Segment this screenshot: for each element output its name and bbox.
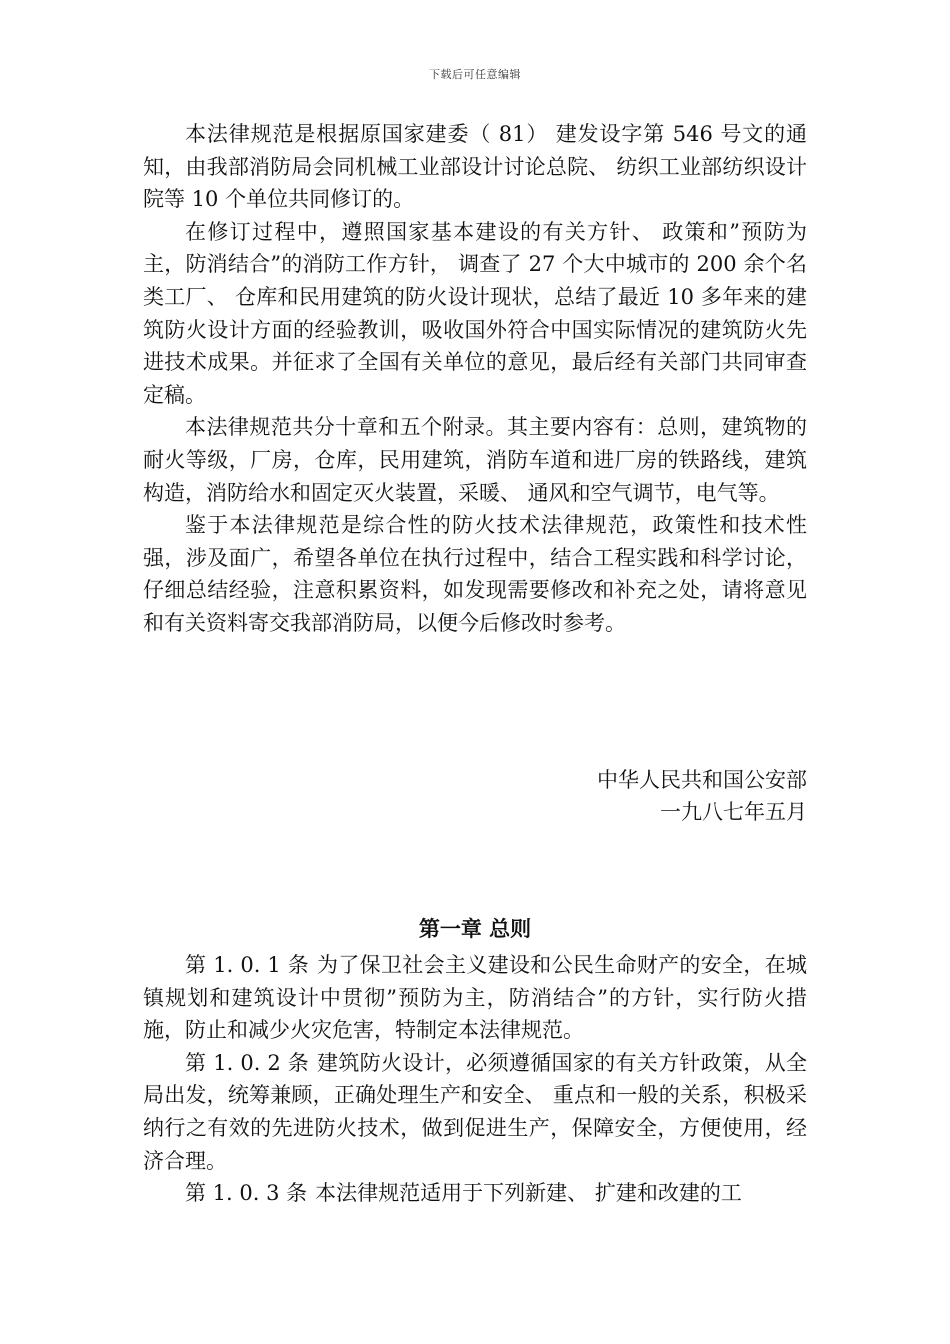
article-text: 建筑防火设计，必须遵循国家的有关方针政策，从全局出发，统筹兼顾，正确处理生产和安全、 重点和一般的关系，积极采纳行之有效的先进防火技术，做到促进生产，保障安全，方便使用，经济合理。 [143, 1050, 808, 1173]
article-number: 第 1. 0. 2 条 [185, 1050, 310, 1075]
article-text: 本法律规范适用于下列新建、 扩建和改建的工 [315, 1181, 742, 1206]
signature-organization: 中华人民共和国公安部 [597, 768, 807, 792]
preface-paragraph: 本法律规范共分十章和五个附录。其主要内容有：总则，建筑物的耐火等级，厂房，仓库，民用建筑，消防车道和进厂房的铁路线，建筑构造，消防给水和固定灭火装置，采暖、 通风和空气调节，电气等。 [143, 415, 807, 505]
articles-section [143, 949, 807, 1210]
article-text: 为了保卫社会主义建设和公民生命财产的安全，在城镇规划和建筑设计中贯彻”预防为主，防消结合”的方针，实行防火措施，防止和减少火灾危害，特制定本法律规范。 [143, 953, 808, 1043]
preface-paragraph: 本法律规范是根据原国家建委（ 81） 建发设字第 546 号文的通知，由我部消防局会同机械工业部设计讨论总院、 纺织工业部纺织设计院等 10 个单位共同修订的。 [143, 122, 807, 212]
preface-section [143, 118, 807, 640]
page-header-note: 下载后可任意编辑 [429, 68, 521, 81]
article-number: 第 1. 0. 1 条 [185, 953, 310, 977]
preface-paragraph: 鉴于本法律规范是综合性的防火技术法律规范，政策性和技术性强，涉及面广，希望各单位在执行过程中，结合工程实践和科学讨论，仔细总结经验，注意积累资料，如发现需要修改和补充之处，请将意见和有关资料寄交我部消防局，以便今后修改时参考。 [143, 513, 807, 635]
article-paragraph [143, 1047, 807, 1177]
article-paragraph [143, 949, 807, 1047]
signature-date: 一九八七年五月 [660, 800, 807, 824]
article-number: 第 1. 0. 3 条 [185, 1181, 308, 1206]
preface-paragraph: 在修订过程中，遵照国家基本建设的有关方针、 政策和”预防为主，防消结合”的消防工作方针， 调查了 27 个大中城市的 200 余个名类工厂、 仓库和民用建筑的防火设计现状，总结了最近 10 多年来的建筑防火设计方面的经验教训，吸收国外符合中国实际情况的建筑防火先进技术成果。并征求了全国有关单位的意见，最后经有关部门共同审查定稿。 [143, 219, 807, 407]
chapter-title: 第一章 总则 [418, 917, 532, 941]
article-paragraph [143, 1177, 807, 1210]
